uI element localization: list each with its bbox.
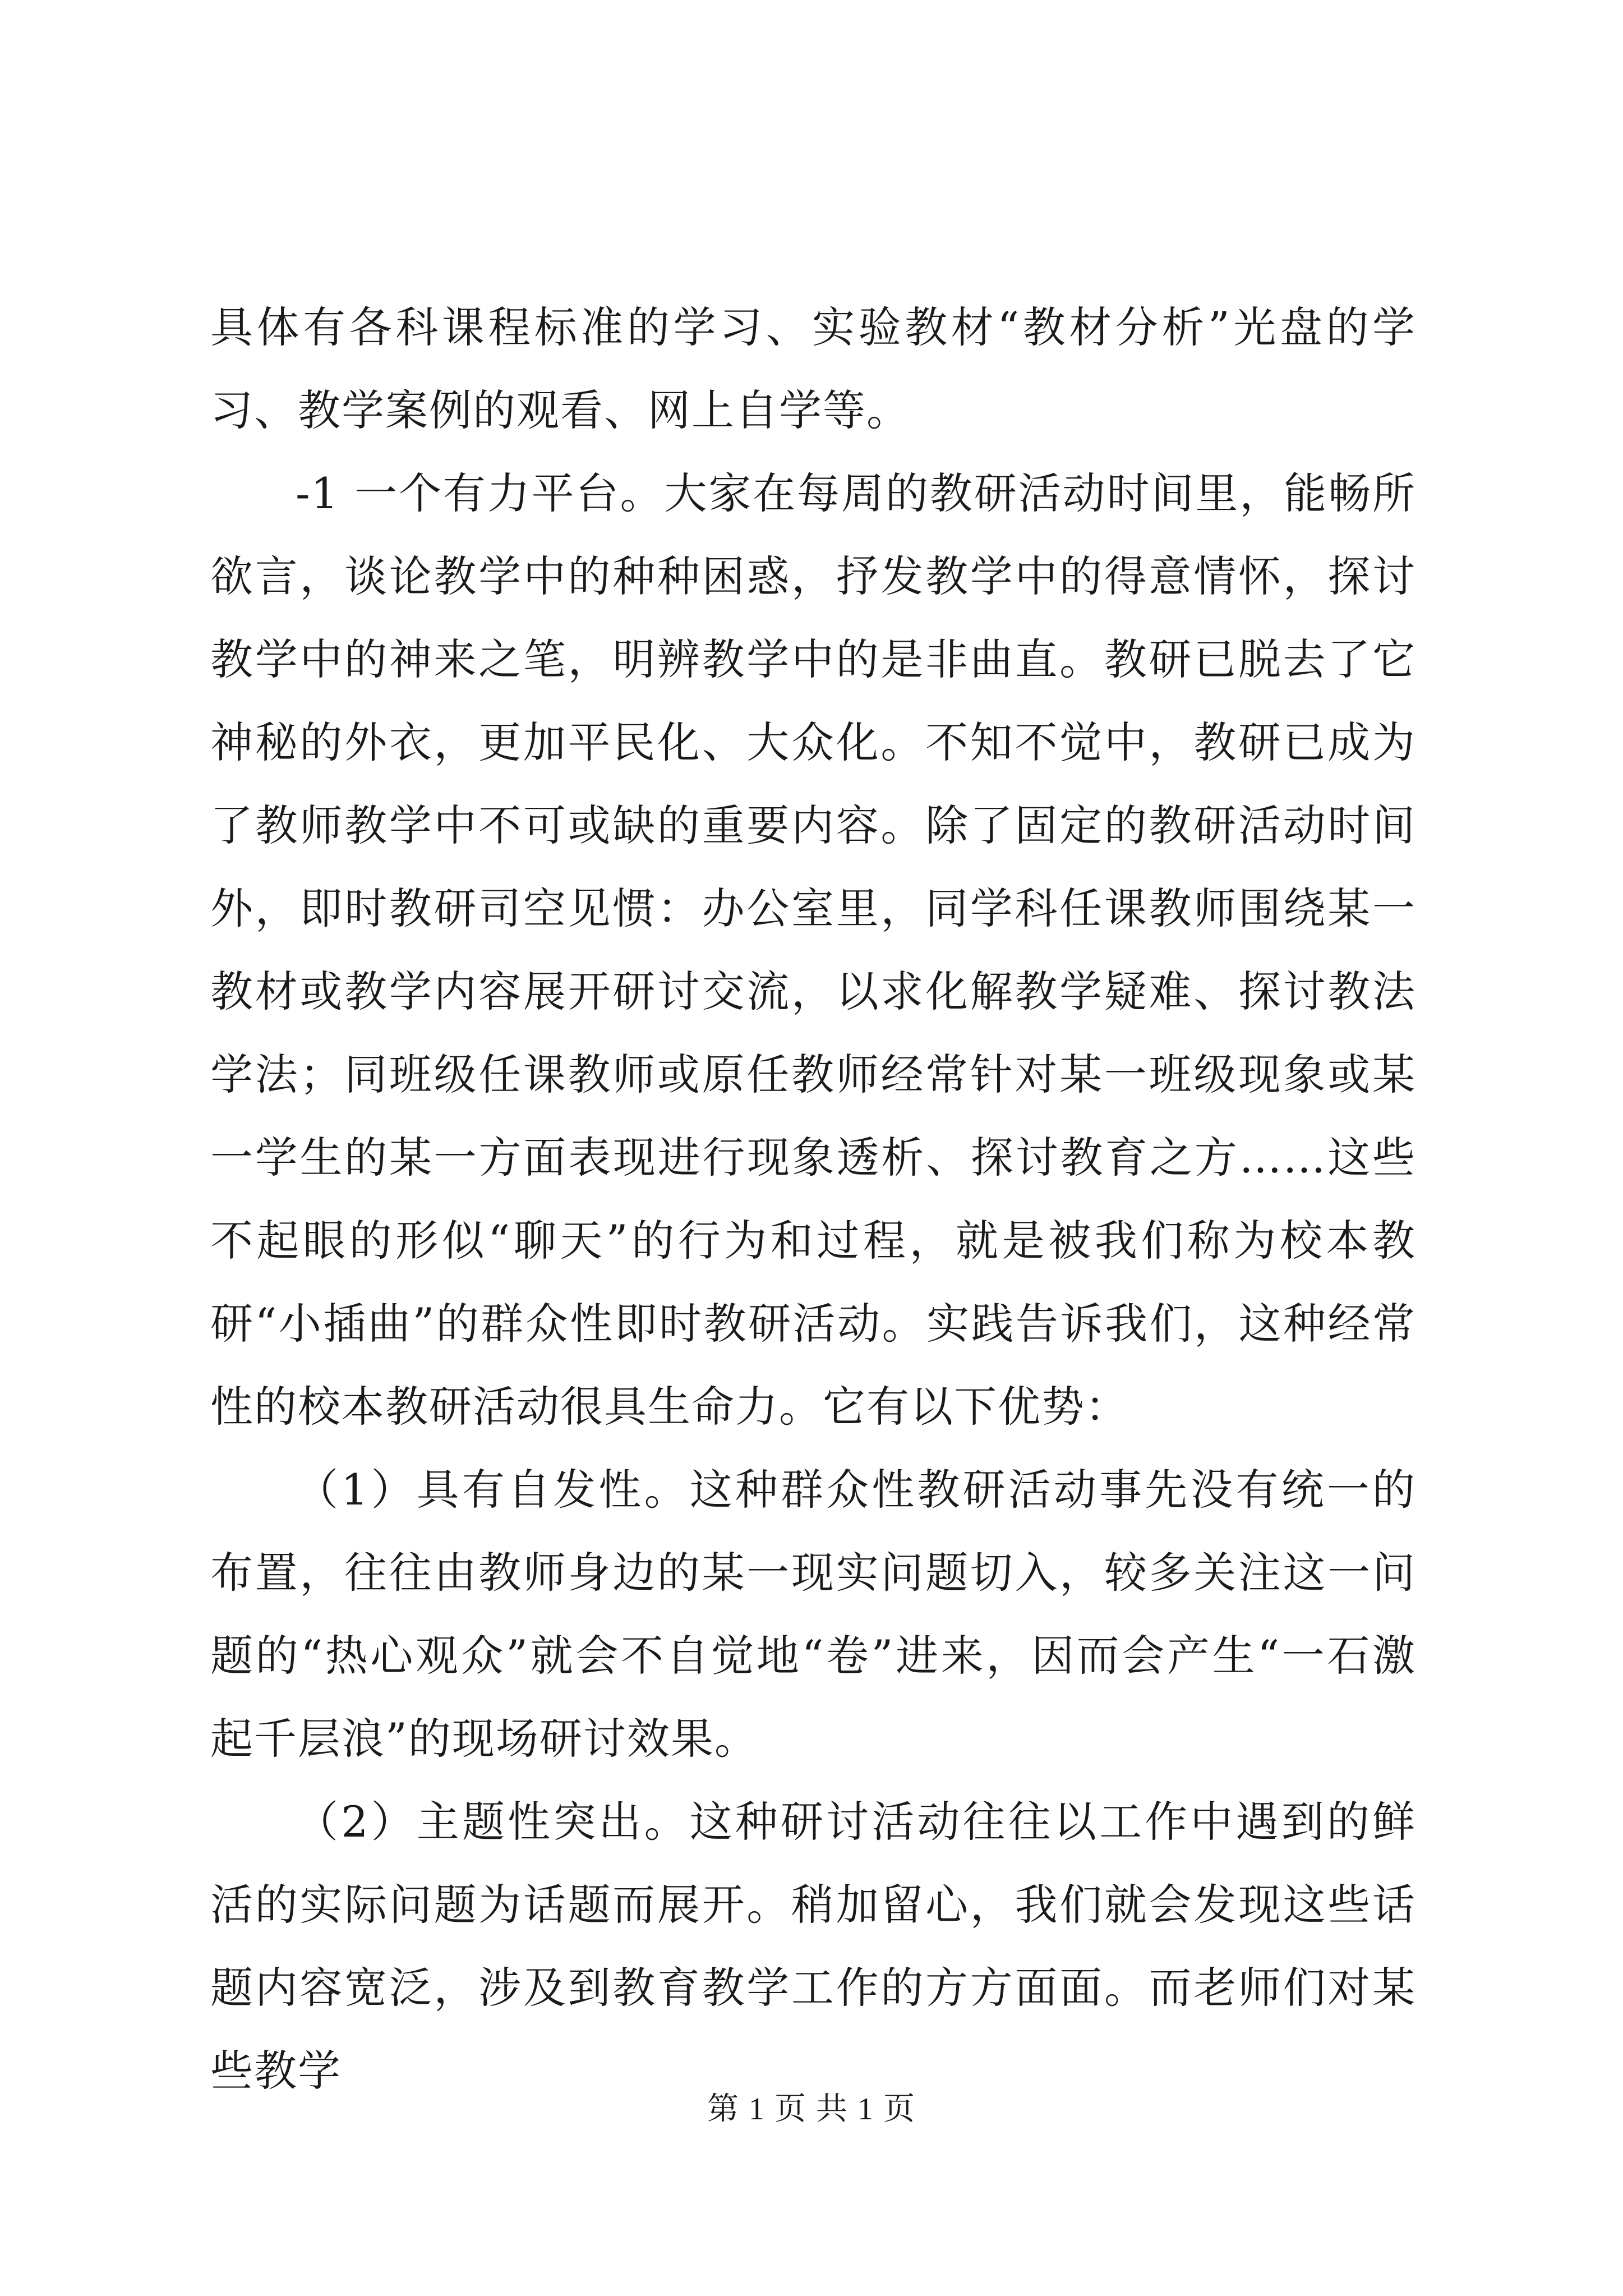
- paragraph-4: （2）主题性突出。这种研讨活动往往以工作中遇到的鲜活的实际问题为话题而展开。稍加留心，我们就会发现这些话题内容宽泛，涉及到教育教学工作的方方面面。而老师们对某些教学: [210, 1797, 1416, 2096]
- paragraph-1: 具体有各科课程标准的学习、实验教材“教材分析”光盘的学习、教学案例的观看、网上自学等。: [210, 302, 1416, 435]
- paragraph-3: （1）具有自发性。这种群众性教研活动事先没有统一的布置，往往由教师身边的某一现实问题切入，较多关注这一问题的“热心观众”就会不自觉地“卷”进来，因而会产生“一石激起千层浪”的现场研讨效果。: [210, 1465, 1416, 1764]
- page-footer: 第 1 页 共 1 页: [707, 2092, 916, 2127]
- paragraph-2: -1 一个有力平台。大家在每周的教研活动时间里，能畅所欲言，谈论教学中的种种困惑，抒发教学中的得意情怀，探讨教学中的神来之笔，明辨教学中的是非曲直。教研已脱去了它神秘的外衣，更加平民化、大众化。不知不觉中，教研已成为了教师教学中不可或缺的重要内容。除了固定的教研活动时间外，即时教研司空见惯：办公室里，同学科任课教师围绕某一教材或教学内容展开研讨交流，以求化解教学疑难、探讨教法学法；同班级任课教师或原任教师经常针对某一班级现象或某一学生的某一方面表现进行现象透析、探讨教育之方……这些不起眼的形似“聊天”的行为和过程，就是被我们称为校本教研“小插曲”的群众性即时教研活动。实践告诉我们，这种经常性的校本教研活动很具生命力。它有以下优势：: [210, 468, 1416, 1432]
- document-body: [210, 286, 1416, 2113]
